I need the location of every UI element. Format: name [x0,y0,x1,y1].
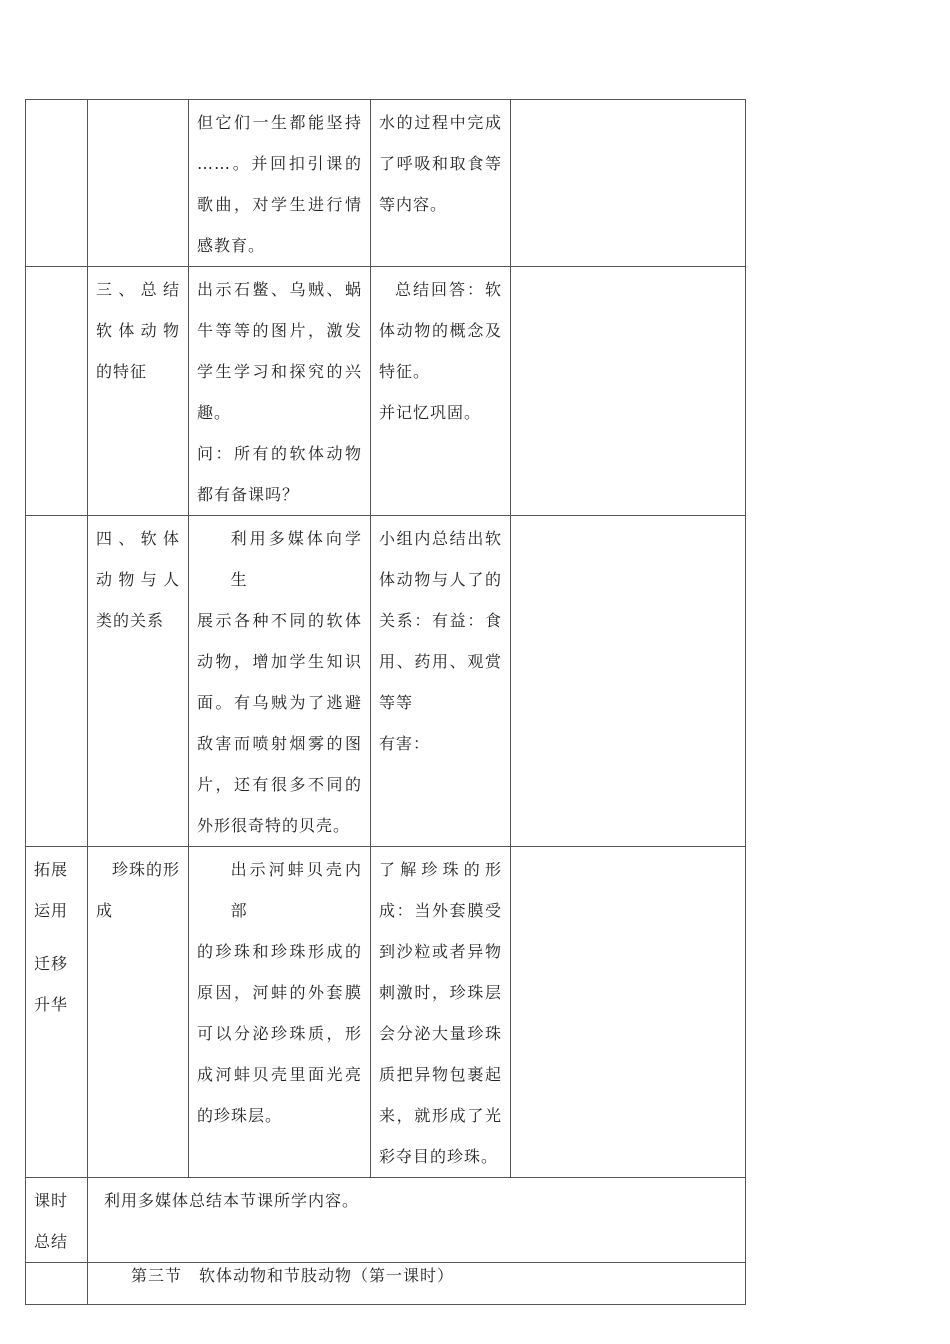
stage-cell [26,847,88,1178]
table-row [26,847,746,1178]
text-line: 成河蚌贝壳里面光亮 [197,1065,362,1084]
teacher-activity-cell [189,267,371,516]
text-line: 用、药用、观赏 [379,652,502,671]
table-row [26,516,746,847]
text-line: 问：所有的软体动物 [197,444,362,463]
text-line: 敌害而喷射烟雾的图 [197,734,362,753]
notes-cell [511,847,746,1178]
text-line: 的珍珠层。 [197,1106,283,1125]
text-line: 成 [96,901,114,920]
summary-label: 课时 [34,1191,69,1210]
stage-label: 升华 [34,995,69,1014]
text-line: 动物，增加学生知识 [197,652,362,671]
text-line: 但它们一生都能坚持 [197,113,362,132]
text-line: 出示石鳖、乌贼、蜗 [197,280,362,299]
text-line: 了呼吸和取食等 [379,154,502,173]
text-line: 总结回答：软 [395,280,502,299]
notes-cell [511,100,746,267]
text-line: 会分泌大量珍珠 [379,1024,502,1043]
text-line: 小组内总结出软 [379,529,502,548]
notes-cell [511,267,746,516]
text-line: 原因，河蚌的外套膜 [197,983,362,1002]
notes-cell [511,516,746,847]
text-line: 出示河蚌贝壳内部 [230,860,362,920]
text-line: 等等 [379,693,414,712]
text-line: 等内容。 [379,195,448,214]
text-line: 软体动物 [96,321,180,340]
summary-label-cell [26,1178,88,1263]
text-line: 质把异物包裹起 [379,1065,502,1084]
stage-label: 迁移 [34,954,69,973]
text-line: 牛等等的图片，激发 [197,321,362,340]
stage-label: 拓展 [34,860,69,879]
text-line: 关系：有益：食 [379,611,502,630]
text-line: 体动物的概念及 [379,321,502,340]
text-line: 珍珠的形 [112,860,181,879]
footer-text-cell [88,1263,746,1305]
text-line: 刺激时，珍珠层 [379,983,502,1002]
teacher-activity-cell [189,516,371,847]
table-row [26,267,746,516]
text-line: 展示各种不同的软体 [197,611,362,630]
text-line: 动物与人 [96,570,180,589]
section-heading: 第三节 软体动物和节肢动物（第一课时） [131,1266,455,1285]
teacher-activity-cell [189,100,371,267]
text-line: 特征。 [379,362,431,381]
summary-text-cell [88,1178,746,1263]
student-activity-cell [371,100,511,267]
summary-text: 利用多媒体总结本节课所学内容。 [104,1191,360,1210]
text-line: 学生学习和探究的兴 [197,362,362,381]
teacher-activity-cell [189,847,371,1178]
text-line: 并记忆巩固。 [379,403,482,422]
text-line: 类的关系 [96,611,165,630]
text-line: 片，还有很多不同的 [197,775,362,794]
student-activity-cell [371,516,511,847]
text-line: 趣。 [197,403,232,422]
summary-row [26,1178,746,1263]
text-line: 了解珍珠的形 [379,860,502,879]
lesson-plan-table [25,99,746,1305]
text-line: 的珍珠和珍珠形成的 [197,942,362,961]
topic-cell [88,847,189,1178]
stage-cell [26,516,88,847]
text-line: 彩夺目的珍珠。 [379,1147,499,1166]
stage-cell [26,100,88,267]
text-line: 可以分泌珍珠质，形 [197,1024,362,1043]
text-line: 体动物与人了的 [379,570,502,589]
topic-cell [88,516,189,847]
topic-cell [88,267,189,516]
text-line: 三、总结 [96,280,180,299]
text-line: 外形很奇特的贝壳。 [197,816,351,835]
text-line: 面。有乌贼为了逃避 [197,693,362,712]
text-line: 感教育。 [197,236,266,255]
text-line: 到沙粒或者异物 [379,942,502,961]
text-line: ……。并回扣引课的 [197,154,362,173]
summary-label: 总结 [34,1232,69,1251]
text-line: 成：当外套膜受 [379,901,502,920]
footer-row [26,1263,746,1305]
student-activity-cell [371,847,511,1178]
table-row [26,100,746,267]
text-line: 歌曲，对学生进行情 [197,195,362,214]
stage-cell [26,267,88,516]
stage-label: 运用 [34,901,69,920]
text-line: 都有备课吗？ [197,485,300,504]
text-line: 四、软体 [96,529,180,548]
student-activity-cell [371,267,511,516]
text-line: 利用多媒体向学生 [230,529,362,589]
text-line: 水的过程中完成 [379,113,502,132]
topic-cell [88,100,189,267]
footer-empty-cell [26,1263,88,1305]
text-line: 有害： [379,734,431,753]
text-line: 来，就形成了光 [379,1106,502,1125]
text-line: 的特征 [96,362,148,381]
